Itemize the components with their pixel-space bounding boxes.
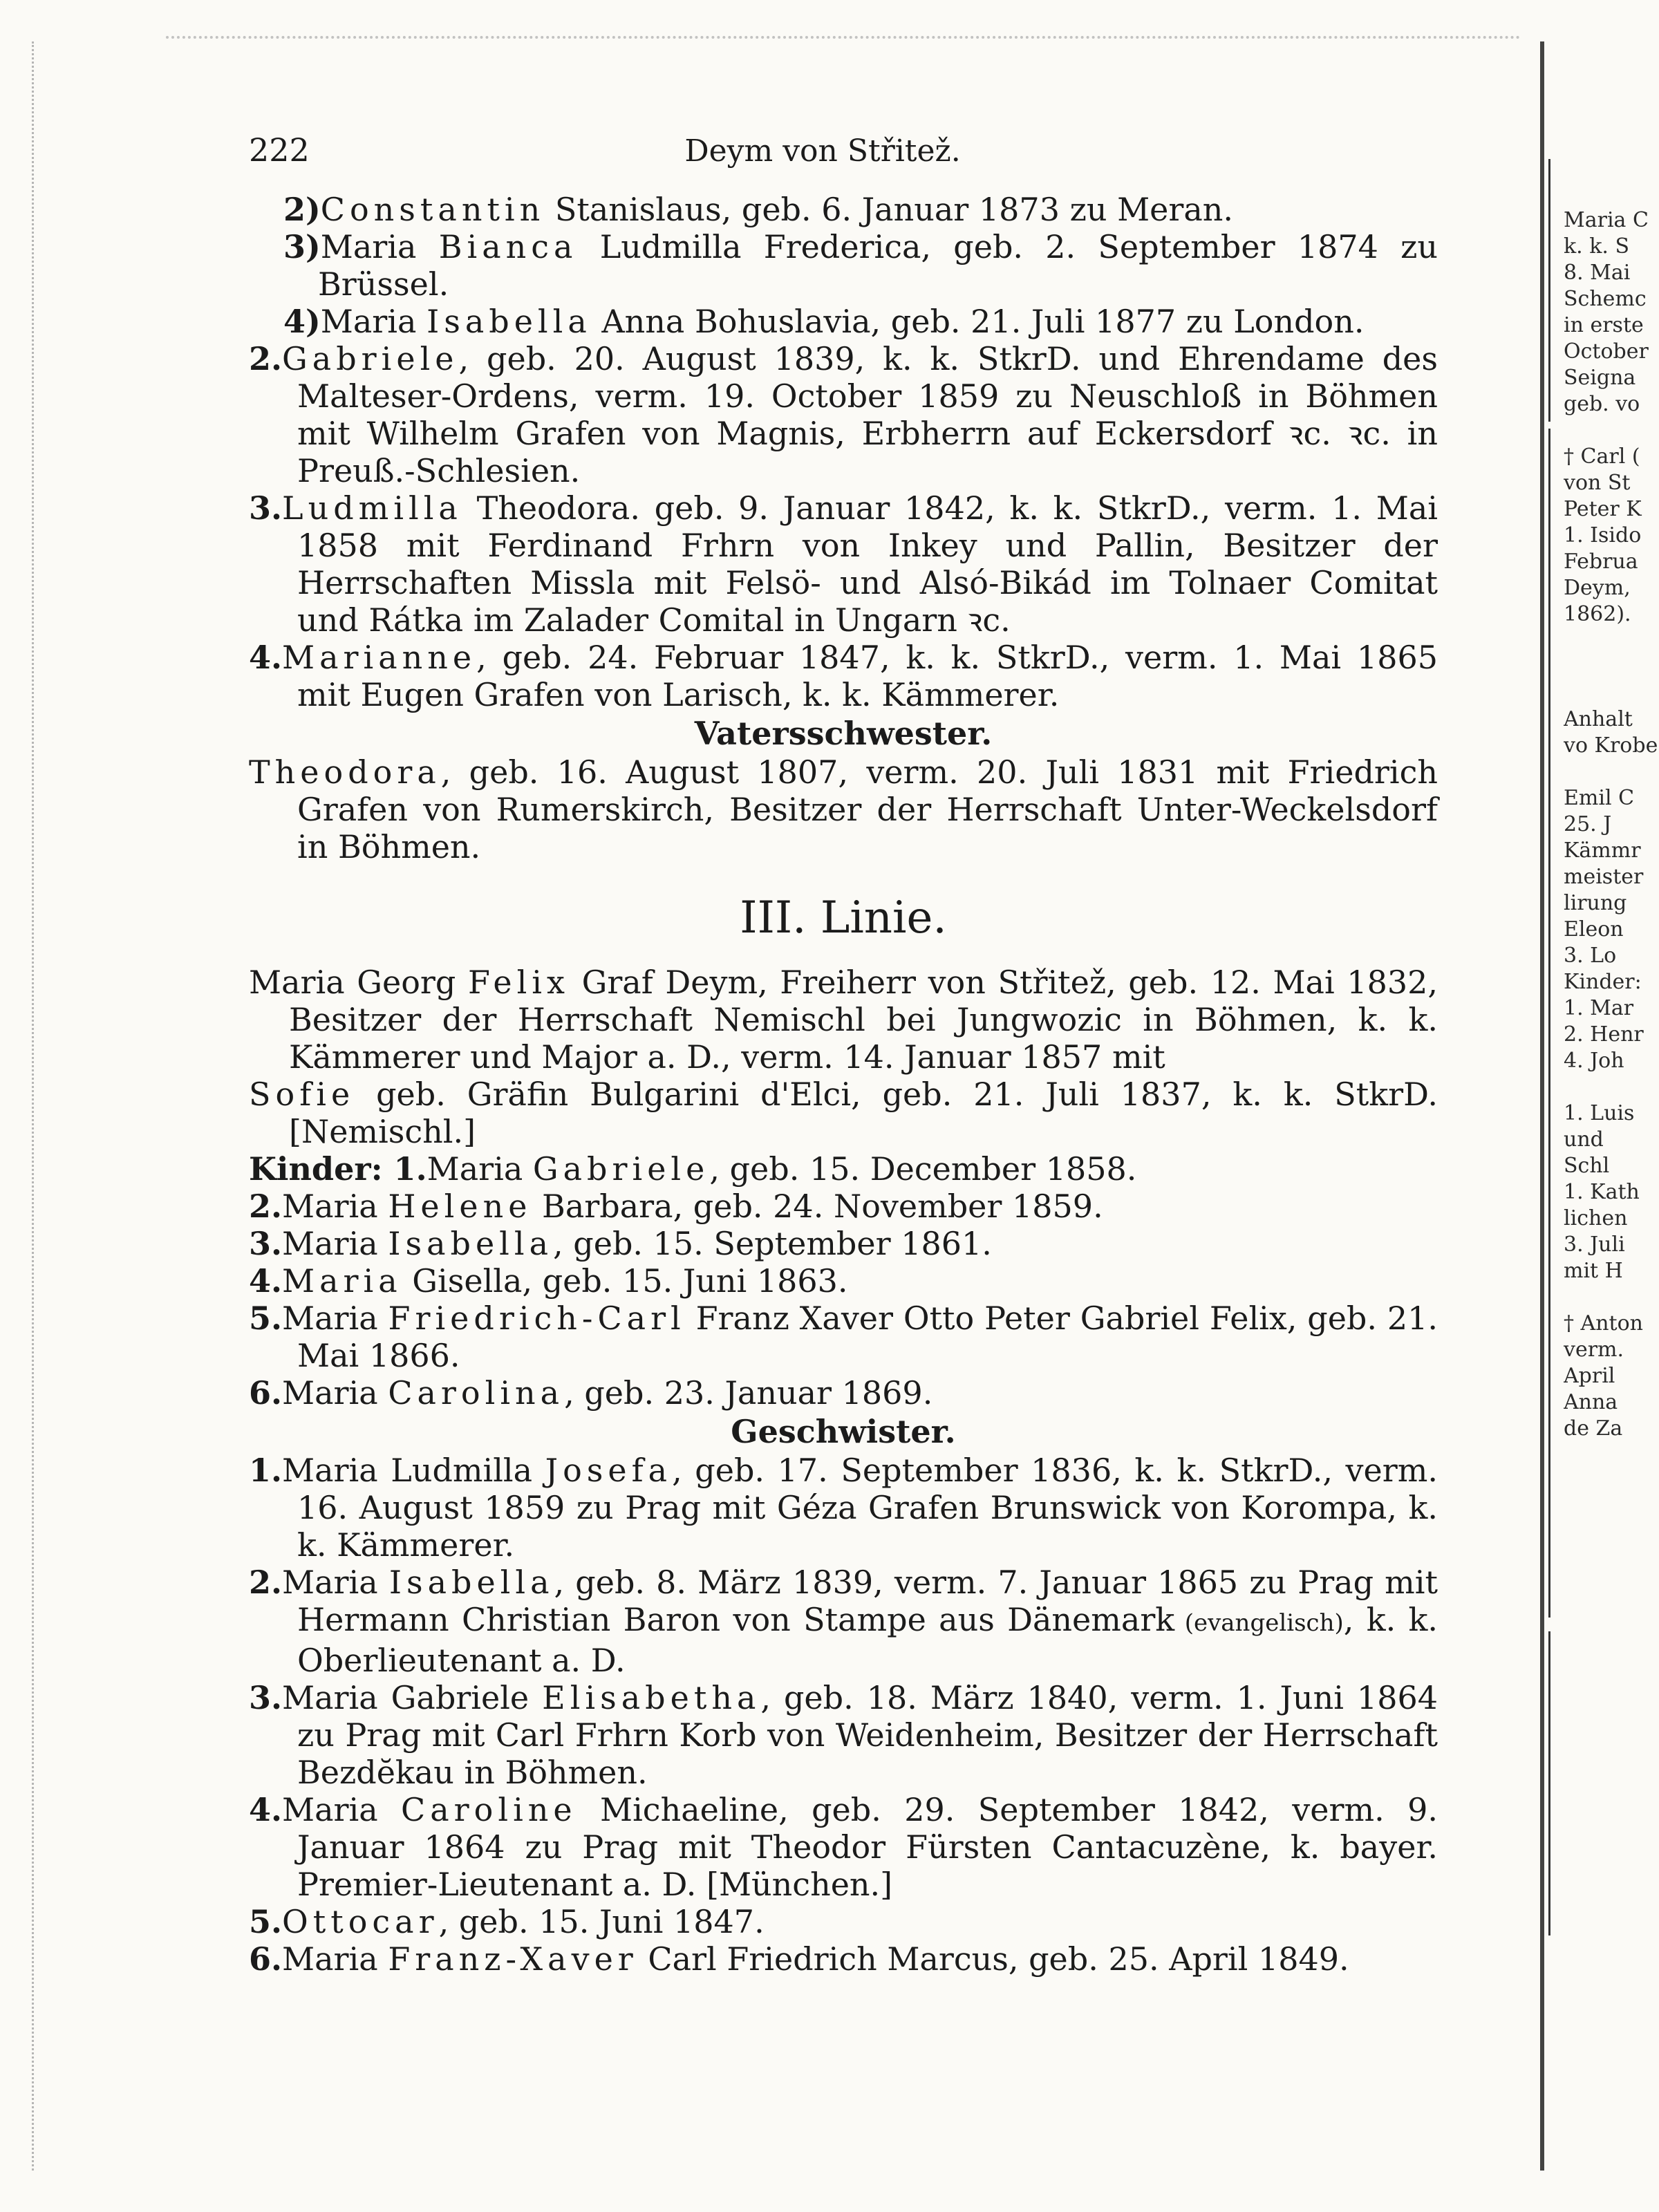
margin-fragment: 1. Luis (1564, 1101, 1635, 1125)
entry-number: 1. (249, 1452, 283, 1489)
entry-name-spaced: Maria (282, 1262, 402, 1300)
page-header (249, 131, 1438, 180)
sibling-entry (249, 1791, 1438, 1903)
wife-entry: Sofie geb. Gräfin Bulgarini d'Elci, geb. 21. Juli 1837, k. k. StkrD. [Nemischl.] (249, 1076, 1438, 1150)
entry-details: Theodora. geb. 9. Januar 1842, k. k. StkrD., verm. 1. Mai 1858 mit Ferdinand Frhrn von Inkey und Pallin, Besitzer der Herrschaften Missla mit Felsö- und Alsó-Bikád im Tolnaer Comitat und Rátka im Zalader Comital in Ungarn ꝛc. (297, 489, 1438, 639)
line-heading: III. Linie. (740, 892, 947, 944)
entry-details: , k. k. Oberlieutenant a. D. (297, 1601, 1438, 1679)
margin-fragment: Februa (1564, 550, 1638, 574)
margin-fragment: lirung (1564, 891, 1627, 915)
daughter-entry (249, 639, 1438, 713)
margin-fragment: 1. Kath (1564, 1180, 1640, 1204)
entry-name-spaced: Ottocar (282, 1903, 439, 1940)
entry-given-names: Maria Gabriele (282, 1679, 543, 1716)
sibling-entry (249, 1564, 1438, 1679)
entry-number: 2. (249, 1564, 283, 1601)
entry-number: 2. (249, 340, 283, 377)
sibling-entry (249, 1903, 1438, 1940)
entry-details: Gisella, geb. 15. Juni 1863. (402, 1262, 848, 1300)
entry-details: Franz Xaver Otto Peter Gabriel Felix, geb. 21. Mai 1866. (297, 1300, 1438, 1374)
margin-fragment: lichen (1564, 1206, 1628, 1230)
entry-details: Michaeline, geb. 29. September 1842, verm. 9. Januar 1864 zu Prag mit Theodor Fürsten Cantacuzène, k. bayer. Premier-Lieutenant a. D. [München.] (297, 1791, 1438, 1903)
entry-name-spaced: Ludmilla (282, 489, 462, 527)
entry-name-spaced: Caroline (401, 1791, 577, 1828)
entry-given-names: Maria (282, 1188, 388, 1225)
margin-fragment: Kinder: (1564, 970, 1642, 994)
entry-name-spaced: Gabriele (532, 1150, 710, 1188)
margin-fragment: k. k. S (1564, 234, 1630, 259)
siblings-list (249, 1452, 1438, 1978)
entry-number: 6. (249, 1940, 283, 1978)
entry-number: 3. (249, 489, 283, 527)
entry-note: (evangelisch) (1174, 1609, 1344, 1637)
margin-fragment (1564, 654, 1659, 680)
running-title: Deym von Střitež. (684, 133, 961, 169)
margin-fragment: Maria C (1564, 208, 1649, 232)
margin-fragment: 8. Mai (1564, 261, 1631, 285)
entry-name-spaced: Isabella (388, 1225, 554, 1262)
entry-details: , geb. 20. August 1839, k. k. StkrD. und Ehrendame des Malteser-Ordens, verm. 19. October 1859 zu Neuschloß in Böhmen mit Wilhelm Grafen von Magnis, Erbherrn auf Eckersdorf ꝛc. ꝛc. in Preuß.-Schlesien. (297, 340, 1438, 489)
margin-fragment: 1. Mar (1564, 996, 1634, 1020)
margin-fragment (1564, 1074, 1659, 1100)
entry-details: , geb. 15. September 1861. (553, 1225, 992, 1262)
aunt-heading: Vatersschwester. (694, 715, 993, 752)
margin-fragment: 3. Lo (1564, 944, 1617, 968)
grandchild-entry (249, 228, 1438, 303)
margin-bracket (1548, 1631, 1559, 1936)
entry-number: 5. (249, 1300, 283, 1337)
margin-fragment: Deym, (1564, 576, 1631, 600)
entry-name-spaced: Carolina (388, 1374, 565, 1412)
margin-fragment: Anna (1564, 1390, 1618, 1414)
entry-name-spaced: Gabriele (282, 340, 459, 377)
entry-name-spaced: Elisabetha (542, 1679, 761, 1716)
margin-fragment: † Carl ( (1564, 444, 1640, 469)
margin-fragment: Schemc (1564, 287, 1647, 311)
entry-name-spaced: Helene (388, 1188, 532, 1225)
margin-fragment: meister (1564, 865, 1644, 889)
entry-details: , geb. 8. März 1839, verm. 7. Januar 1865 zu Prag mit Hermann Christian Baron von Stampe aus Dänemark (297, 1564, 1438, 1638)
daughter-entry (249, 340, 1438, 489)
aunt-entry: Theodora, geb. 16. August 1807, verm. 20. Juli 1831 mit Friedrich Grafen von Rumerskirch, Besitzer der Herrschaft Unter-Weckelsdorf in Böhmen. (249, 753, 1438, 865)
entry-details: , geb. 15. December 1858. (709, 1150, 1137, 1188)
entry-number: 4. (249, 1791, 283, 1828)
entry-name-spaced: Isabella (427, 303, 592, 340)
entry-details: , geb. 24. Februar 1847, k. k. StkrD., verm. 1. Mai 1865 mit Eugen Grafen von Larisch, k. k. Kämmerer. (297, 639, 1438, 713)
entry-given-names: Maria (282, 1374, 388, 1412)
margin-fragment: geb. vo (1564, 392, 1640, 416)
daughter-entry (249, 489, 1438, 639)
entry-details: Barbara, geb. 24. November 1859. (532, 1188, 1103, 1225)
entry-number: 2) (283, 191, 321, 228)
margin-fragment: verm. (1564, 1338, 1624, 1362)
child-entry (249, 1150, 1438, 1188)
entry-name-spaced: Friedrich-Carl (388, 1300, 686, 1337)
entry-given-names: Maria (282, 1791, 402, 1828)
entry-given-names: Maria (320, 303, 427, 340)
entry-details: , geb. 15. Juni 1847. (438, 1903, 765, 1940)
entry-given-names: Maria (282, 1564, 389, 1601)
margin-fragment (1564, 418, 1659, 444)
entry-details: , geb. 17. September 1836, k. k. StkrD., verm. 16. August 1859 zu Prag mit Géza Grafen Brunswick von Korompa, k. k. Kämmerer. (297, 1452, 1438, 1564)
margin-fragment: Eleon (1564, 917, 1624, 941)
sibling-entry (249, 1679, 1438, 1791)
entry-name-spaced: Franz-Xaver (388, 1940, 638, 1978)
entry-name-spaced: Constantin (320, 191, 545, 228)
margin-fragment: 4. Joh (1564, 1049, 1624, 1073)
margin-fragment: April (1564, 1364, 1615, 1388)
child-entry (249, 1374, 1438, 1412)
margin-fragment: 25. J (1564, 812, 1612, 836)
entry-name-spaced: Bianca (438, 228, 578, 265)
margin-fragment: † Anton (1564, 1311, 1643, 1335)
entry-name-spaced: Marianne (282, 639, 477, 676)
margin-fragment: Anhalt (1564, 707, 1633, 731)
entry-details: Ludmilla Frederica, geb. 2. September 1874 zu Brüssel. (318, 228, 1438, 303)
entry-number: 6. (249, 1374, 283, 1412)
margin-fragment: von St (1564, 471, 1631, 495)
sibling-entry (249, 1940, 1438, 1978)
entry-number: 4. (249, 639, 283, 676)
children-list (249, 1150, 1438, 1412)
entry-details: , geb. 18. März 1840, verm. 1. Juni 1864 zu Prag mit Carl Frhrn Korb von Weidenheim, Besitzer der Herrschaft Bezdĕkau in Böhmen. (297, 1679, 1438, 1791)
grandchildren-list (249, 191, 1438, 340)
entry-number: 3. (249, 1225, 283, 1262)
entry-details: , geb. 23. Januar 1869. (564, 1374, 933, 1412)
margin-fragment: October (1564, 339, 1649, 364)
margin-fragment: mit H (1564, 1259, 1623, 1283)
entry-number: Kinder: 1. (249, 1150, 427, 1188)
grandchild-entry (249, 303, 1438, 340)
entry-number: 4. (249, 1262, 283, 1300)
head-entry: Maria Georg Felix Graf Deym, Freiherr von Střitež, geb. 12. Mai 1832, Besitzer der Herrschaft Nemischl bei Jungwozic in Böhmen, k. k. Kämmerer und Major a. D., verm. 14. Januar 1857 mit (249, 964, 1438, 1076)
scan-left-edge (19, 41, 34, 2171)
margin-fragment (1564, 628, 1659, 654)
margin-fragment: Seigna (1564, 366, 1636, 390)
entry-details: Stanislaus, geb. 6. Januar 1873 zu Meran. (545, 191, 1234, 228)
child-entry (249, 1300, 1438, 1374)
page-fold-line (1540, 41, 1544, 2171)
margin-bracket (1548, 159, 1559, 422)
child-entry (249, 1262, 1438, 1300)
margin-fragment: 1. Isido (1564, 523, 1642, 547)
page-content (249, 131, 1438, 1978)
adjacent-page-fragments (1564, 207, 1659, 1442)
page-number: 222 (249, 131, 310, 169)
entry-details: Anna Bohuslavia, geb. 21. Juli 1877 zu London. (591, 303, 1365, 340)
entry-given-names: Maria (282, 1300, 388, 1337)
child-entry (249, 1225, 1438, 1262)
margin-fragment: in erste (1564, 313, 1644, 337)
margin-fragment: 2. Henr (1564, 1022, 1644, 1047)
margin-fragment (1564, 680, 1659, 706)
margin-fragment: Kämmr (1564, 838, 1641, 863)
entry-number: 3) (283, 228, 321, 265)
siblings-heading: Geschwister. (731, 1413, 956, 1450)
margin-fragment (1564, 759, 1659, 785)
entry-details: Carl Friedrich Marcus, geb. 25. April 1849. (637, 1940, 1349, 1978)
grandchild-entry (249, 191, 1438, 228)
entry-number: 2. (249, 1188, 283, 1225)
margin-fragment: 3. Juli (1564, 1232, 1625, 1257)
child-entry (249, 1188, 1438, 1225)
entry-number: 5. (249, 1903, 283, 1940)
entry-given-names: Maria (282, 1225, 388, 1262)
entry-number: 3. (249, 1679, 283, 1716)
daughters-list (249, 340, 1438, 713)
entry-name-spaced: Isabella (388, 1564, 554, 1601)
margin-fragment: de Za (1564, 1416, 1623, 1441)
margin-fragment (1564, 1284, 1659, 1311)
entry-given-names: Maria (320, 228, 439, 265)
margin-fragment: und (1564, 1127, 1604, 1152)
entry-name-spaced: Josefa (545, 1452, 673, 1489)
margin-fragment: Peter K (1564, 497, 1642, 521)
margin-fragment: Schl (1564, 1154, 1610, 1178)
entry-given-names: Maria (427, 1150, 533, 1188)
entry-given-names: Maria (282, 1940, 388, 1978)
margin-bracket (1548, 429, 1559, 1618)
entry-given-names: Maria Ludmilla (282, 1452, 545, 1489)
sibling-entry (249, 1452, 1438, 1564)
margin-fragment: vo Krobe (1564, 733, 1658, 758)
margin-fragment: 1862). (1564, 602, 1631, 626)
margin-fragment: Emil C (1564, 786, 1635, 810)
entry-number: 4) (283, 303, 321, 340)
scan-top-edge (166, 36, 1521, 44)
